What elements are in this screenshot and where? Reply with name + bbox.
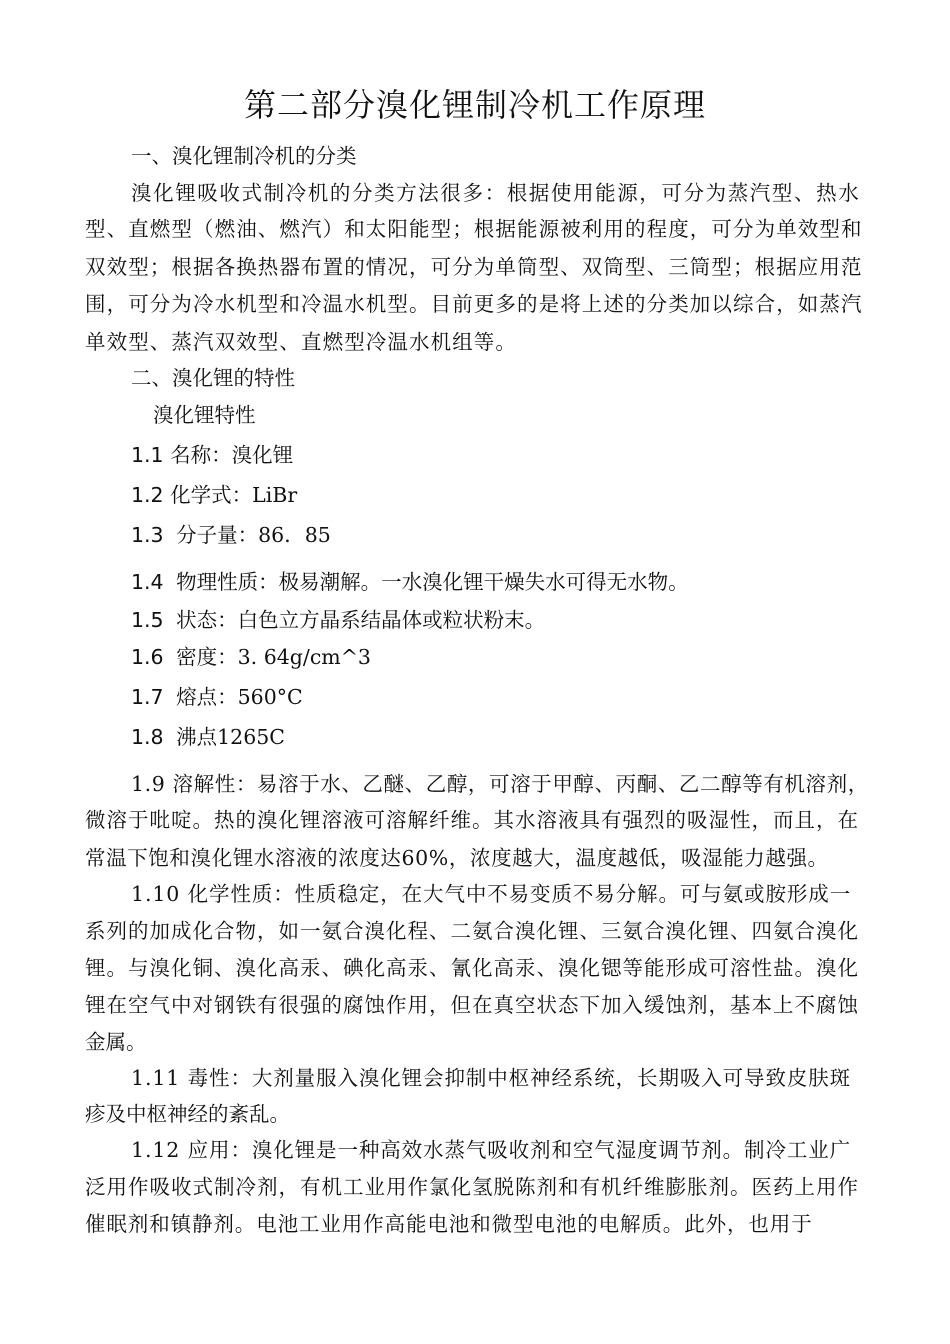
property-1-6 [131, 643, 371, 671]
property-text: 分子量：86．85 [176, 523, 331, 547]
property-number: 1.1 [131, 443, 164, 467]
section-1-heading: 一、溴化锂制冷机的分类 [131, 144, 357, 168]
section-2-heading: 二、溴化锂的特性 [131, 366, 295, 390]
section-1-line-2: 型、直燃型（燃油、燃汽）和太阳能型；根据能源被利用的程度，可分为单效型和 [85, 217, 863, 241]
para-1-11-line-2: 疹及中枢神经的紊乱。 [85, 1102, 290, 1126]
property-text: 沸点1265C [176, 725, 285, 749]
section-1-line-4: 围，可分为冷水机型和冷温水机型。目前更多的是将上述的分类加以综合，如蒸汽 [85, 292, 863, 316]
property-number: 1.3 [131, 523, 164, 547]
property-1-4 [131, 568, 689, 596]
property-number: 1.8 [131, 725, 164, 749]
property-1-7 [131, 683, 303, 711]
property-text: 物理性质：极易潮解。一水溴化锂干燥失水可得无水物。 [176, 570, 689, 594]
property-1-5 [131, 606, 545, 634]
property-text: 化学式：LiBr [170, 483, 298, 507]
para-1-10-line-4: 锂在空气中对钢铁有很强的腐蚀作用，但在真空状态下加入缓蚀剂，基本上不腐蚀 [85, 993, 859, 1017]
property-text: 名称：溴化锂 [170, 443, 294, 467]
section-1-line-3: 双效型；根据各换热器布置的情况，可分为单筒型、双筒型、三筒型；根据应用范 [85, 255, 863, 279]
para-1-9-line-1: 1.9 溶解性：易溶于水、乙醚、乙醇，可溶于甲醇、丙酮、乙二醇等有机溶剂， [131, 772, 869, 796]
section-1-line-1: 溴化锂吸收式制冷机的分类方法很多：根据使用能源，可分为蒸汽型、热水 [131, 181, 861, 205]
property-number: 1.2 [131, 483, 164, 507]
section-2-subheading: 溴化锂特性 [153, 403, 256, 427]
para-1-12-line-1: 1.12 应用：溴化锂是一种高效水蒸气吸收剂和空气湿度调节剂。制冷工业广 [131, 1138, 852, 1162]
para-1-10-line-1: 1.10 化学性质：性质稳定，在大气中不易变质不易分解。可与氨或胺形成一 [131, 882, 852, 906]
para-1-10-line-5: 金属。 [85, 1030, 147, 1054]
property-1-2 [131, 481, 297, 509]
property-1-3 [131, 521, 331, 549]
para-1-9-line-3: 常温下饱和溴化锂水溶液的浓度达60%，浓度越大，温度越低，吸湿能力越强。 [85, 846, 829, 870]
property-text: 熔点：560°C [176, 685, 303, 709]
para-1-10-line-3: 锂。与溴化铜、溴化高汞、碘化高汞、氰化高汞、溴化锶等能形成可溶性盐。溴化 [85, 956, 859, 980]
section-1-line-5: 单效型、蒸汽双效型、直燃型冷温水机组等。 [85, 330, 517, 354]
property-number: 1.4 [131, 570, 164, 594]
para-1-11-line-1: 1.11 毒性：大剂量服入溴化锂会抑制中枢神经系统，长期吸入可导致皮肤斑 [131, 1066, 852, 1090]
property-1-8 [131, 723, 285, 751]
property-number: 1.6 [131, 645, 164, 669]
property-text: 状态：白色立方晶系结晶体或粒状粉末。 [176, 608, 546, 632]
property-1-1 [131, 441, 293, 469]
property-text: 密度：3. 64g/cm^3 [176, 645, 371, 669]
property-number: 1.5 [131, 608, 164, 632]
document-title: 第二部分溴化锂制冷机工作原理 [243, 86, 706, 124]
para-1-12-line-3: 催眠剂和镇静剂。电池工业用作高能电池和微型电池的电解质。此外，也用于 [85, 1212, 813, 1236]
property-number: 1.7 [131, 685, 164, 709]
para-1-10-line-2: 系列的加成化合物，如一氨合溴化程、二氨合溴化锂、三氨合溴化锂、四氨合溴化 [85, 919, 859, 943]
para-1-9-line-2: 微溶于吡啶。热的溴化锂溶液可溶解纤维。其水溶液具有强烈的吸湿性，而且，在 [85, 808, 859, 832]
para-1-12-line-2: 泛用作吸收式制冷剂，有机工业用作氯化氢脱陈剂和有机纤维膨胀剂。医药上用作 [85, 1175, 859, 1199]
